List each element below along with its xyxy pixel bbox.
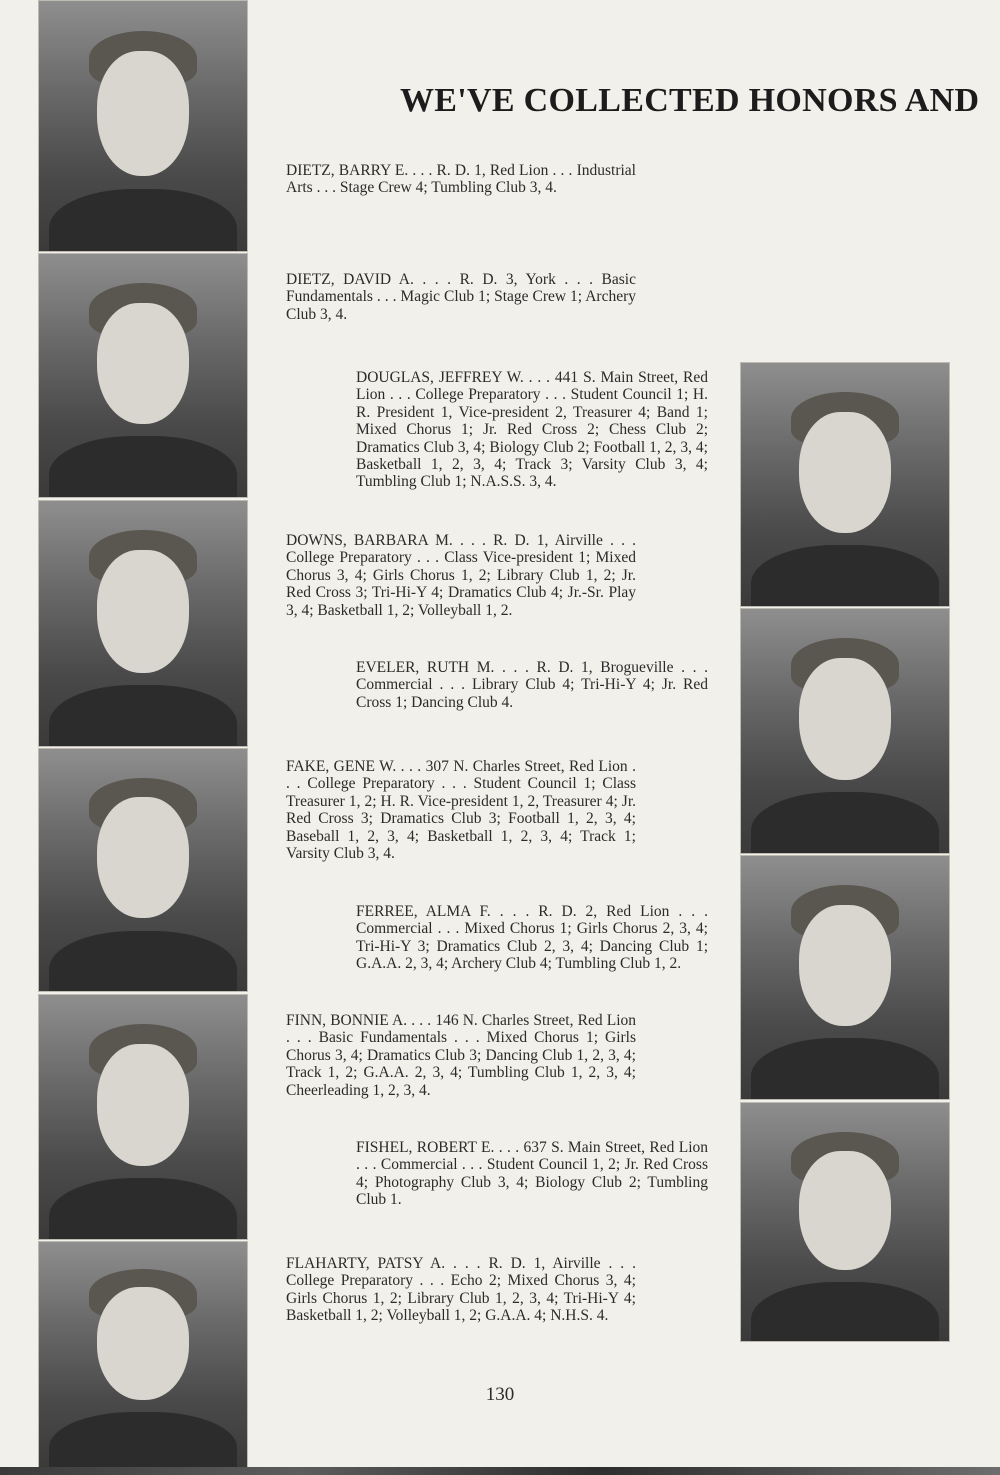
portrait-photo-downs-barbara [38, 500, 248, 747]
portrait-photo-fishel-robert [740, 1102, 950, 1342]
entry-fake-gene: FAKE, GENE W. . . . 307 N. Charles Street, Red Lion . . . College Preparatory . . . Student Council 1; Class Treasurer 1, 2; H. R. Vice-president 1, 2, Treasurer 4; Jr. Red Cross 3; Dramatics Club 3; Football 1, 2, 3, 4; Baseball 1, 2, 3, 4; Basketball 1, 2, 3, 4; Track 1; Varsity Club 3, 4. [286, 758, 636, 863]
page-title: WE'VE COLLECTED HONORS AND [400, 82, 980, 119]
portrait-photo-dietz-barry [38, 0, 248, 252]
entry-downs-barbara: DOWNS, BARBARA M. . . . R. D. 1, Airville . . . College Preparatory . . . Class Vice-president 1; Mixed Chorus 3, 4; Girls Chorus 1, 2; Library Club 1, 2; Jr. Red Cross 3; Tri-Hi-Y 4; Dramatics Club 4; Jr.-Sr. Play 3, 4; Basketball 1, 2; Volleyball 1, 2. [286, 532, 636, 619]
entry-fishel-robert: FISHEL, ROBERT E. . . . 637 S. Main Street, Red Lion . . . Commercial . . . Student Council 1, 2; Jr. Red Cross 4; Photography Club 3, 4; Biology Club 2; Tumbling Club 1. [356, 1139, 708, 1209]
page-bottom-edge [0, 1467, 1000, 1475]
portrait-photo-fake-gene [38, 748, 248, 992]
entry-flaharty-patsy: FLAHARTY, PATSY A. . . . R. D. 1, Airville . . . College Preparatory . . . Echo 2; Mixed Chorus 3, 4; Girls Chorus 1, 2; Library Club 1, 2, 3, 4; Tri-Hi-Y 4; Basketball 1, 2; Volleyball 1, 2; G.A.A. 4; N.H.S. 4. [286, 1255, 636, 1325]
portrait-photo-ferree-alma [740, 855, 950, 1100]
entry-finn-bonnie: FINN, BONNIE A. . . . 146 N. Charles Street, Red Lion . . . Basic Fundamentals . . . Mixed Chorus 1; Girls Chorus 3, 4; Dramatics Club 3; Dancing Club 1, 2, 3, 4; Track 1, 2; G.A.A. 2, 3, 4; Tumbling Club 1, 2, 3, 4; Cheerleading 1, 2, 3, 4. [286, 1012, 636, 1099]
entry-ferree-alma: FERREE, ALMA F. . . . R. D. 2, Red Lion . . . Commercial . . . Mixed Chorus 1; Girls Chorus 2, 3, 4; Tri-Hi-Y 3; Dramatics Club 2, 3, 4; Dancing Club 1; G.A.A. 2, 3, 4; Archery Club 4; Tumbling Club 1, 2. [356, 903, 708, 973]
portrait-photo-flaharty-patsy [38, 1241, 248, 1469]
page-number: 130 [485, 1384, 515, 1405]
entry-dietz-barry: DIETZ, BARRY E. . . . R. D. 1, Red Lion . . . Industrial Arts . . . Stage Crew 4; Tumbling Club 3, 4. [286, 162, 636, 197]
portrait-photo-douglas-jeffrey [740, 362, 950, 607]
entry-eveler-ruth: EVELER, RUTH M. . . . R. D. 1, Brogueville . . . Commercial . . . Library Club 4; Tri-Hi-Y 4; Jr. Red Cross 1; Dancing Club 4. [356, 659, 708, 711]
portrait-photo-eveler-ruth [740, 608, 950, 854]
entry-douglas-jeffrey: DOUGLAS, JEFFREY W. . . . 441 S. Main Street, Red Lion . . . College Preparatory . . . Student Council 1; H. R. President 1, Vice-president 2, Treasurer 4; Band 1; Mixed Chorus 1; Jr. Red Cross 2; Chess Club 2; Dramatics Club 3, 4; Biology Club 2; Football 1, 2, 3, 4; Basketball 1, 2, 3, 4; Track 3; Varsity Club 3, 4; Tumbling Club 1; N.A.S.S. 3, 4. [356, 369, 708, 491]
portrait-photo-dietz-david [38, 253, 248, 498]
portrait-photo-finn-bonnie [38, 994, 248, 1240]
entry-dietz-david: DIETZ, DAVID A. . . . R. D. 3, York . . . Basic Fundamentals . . . Magic Club 1; Stage Crew 1; Archery Club 3, 4. [286, 271, 636, 323]
